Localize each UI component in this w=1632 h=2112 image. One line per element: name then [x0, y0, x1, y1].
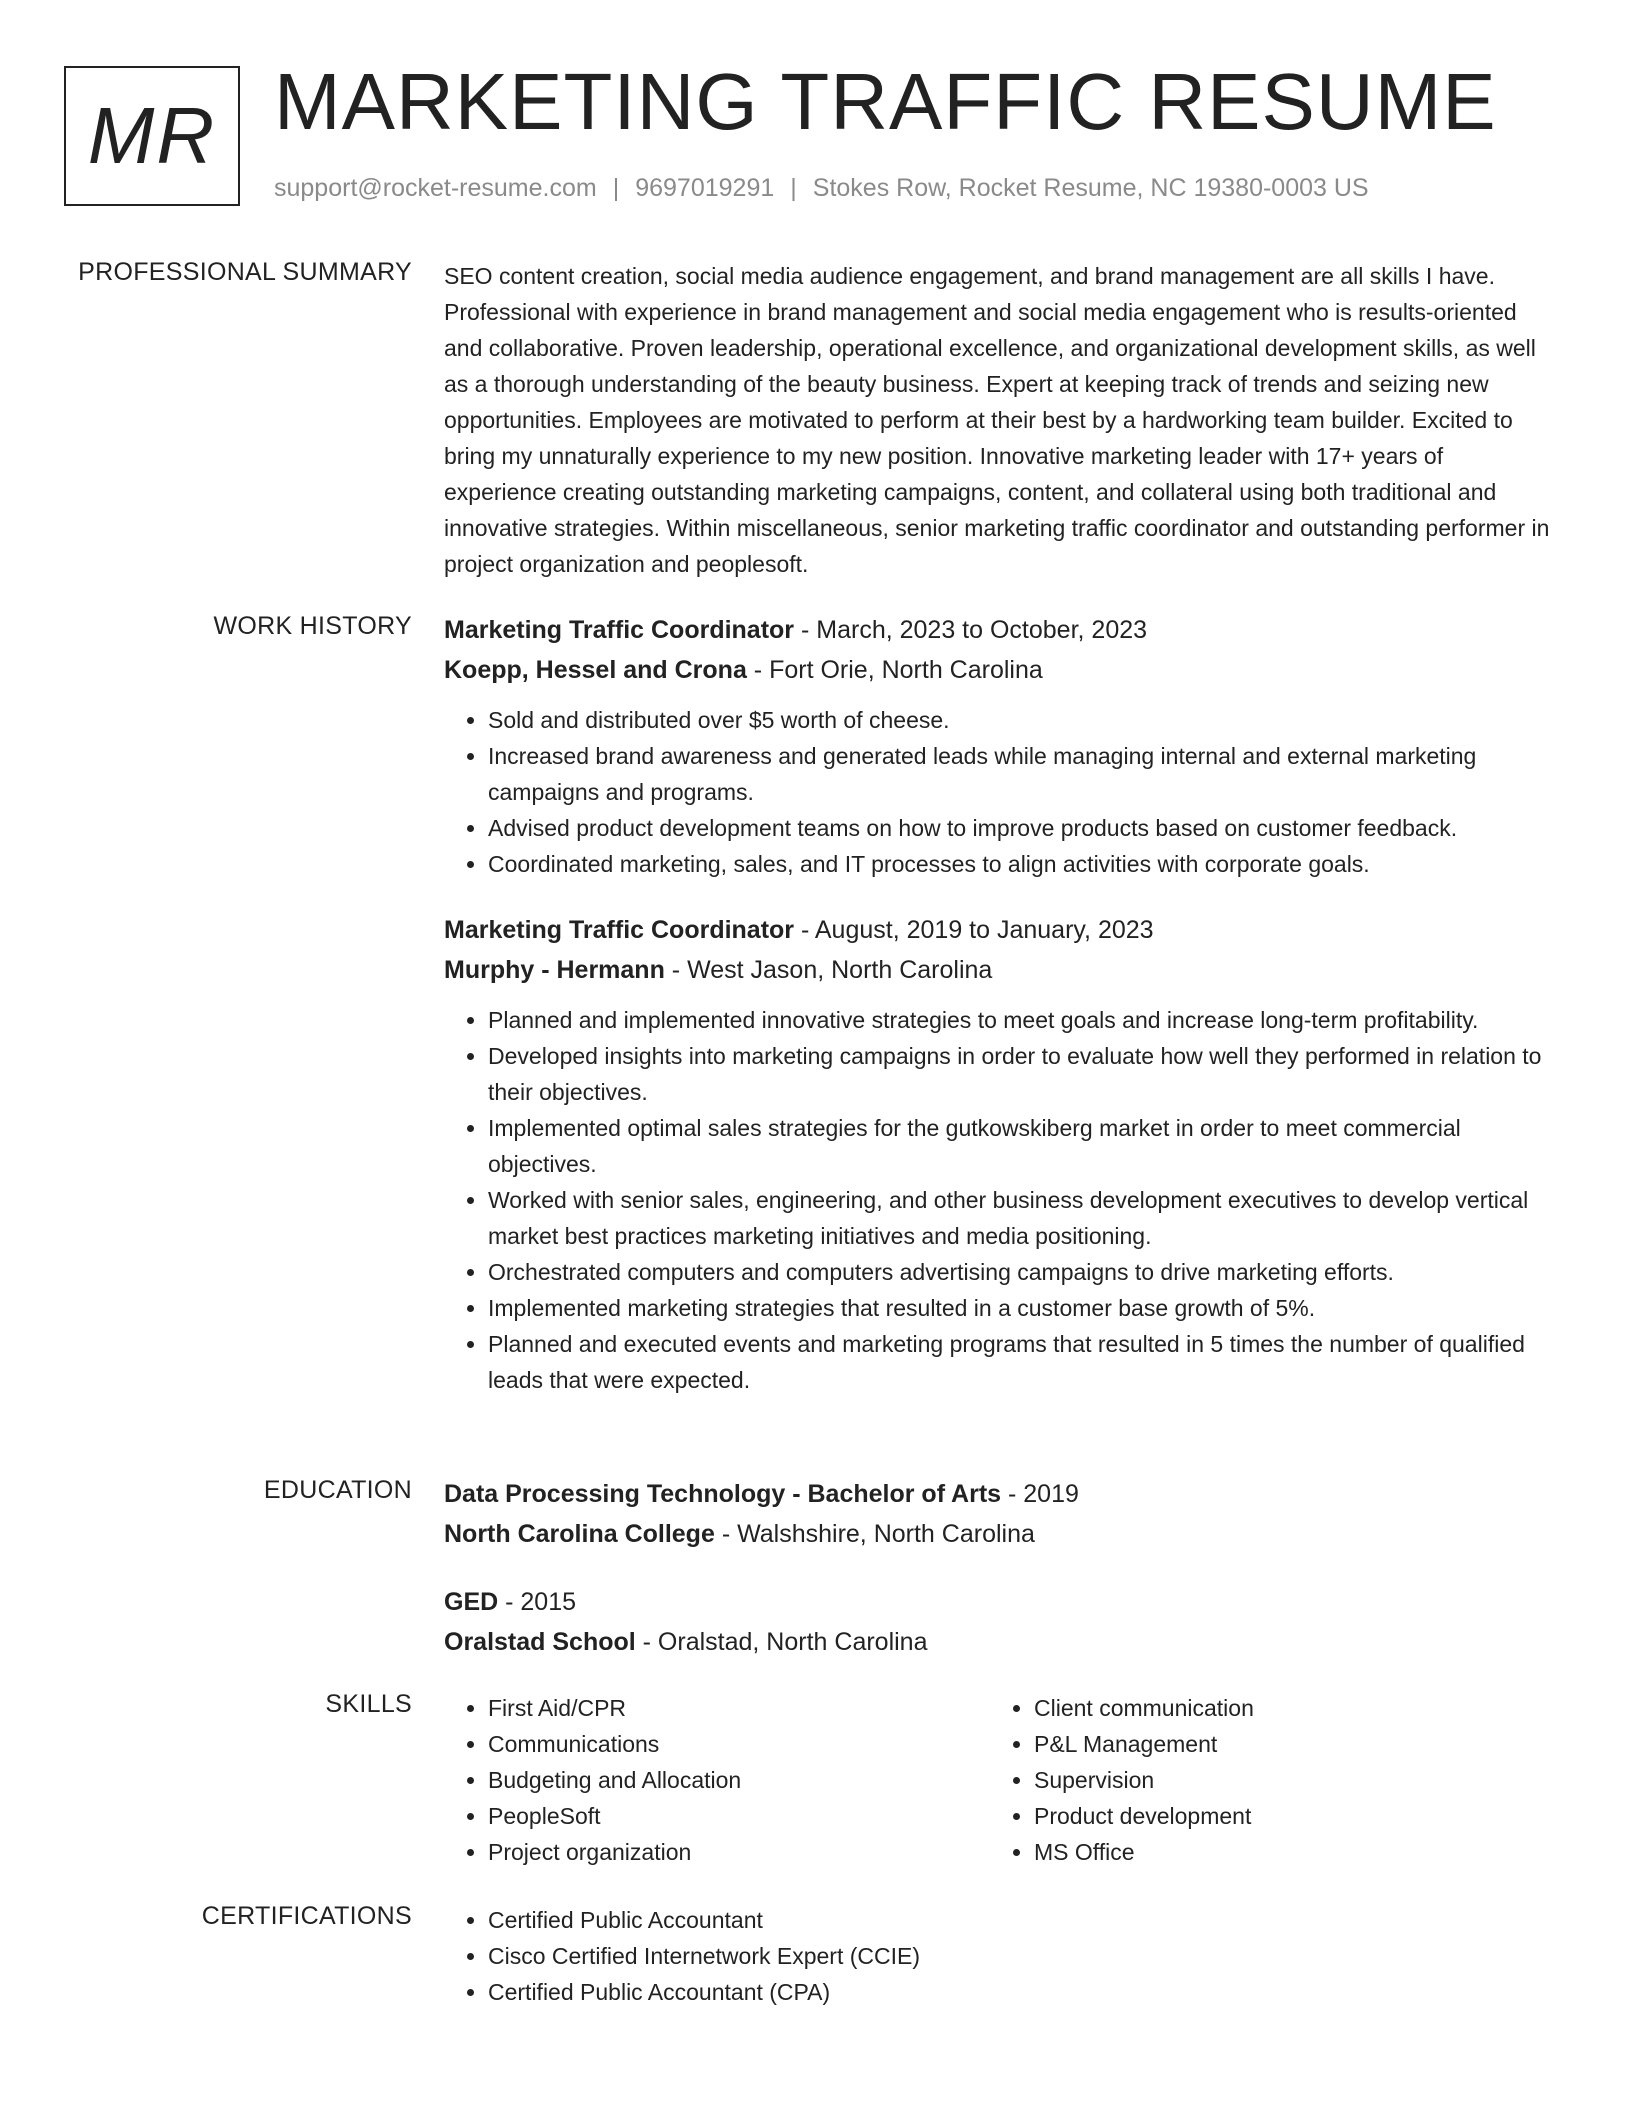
job-dates: - August, 2019 to January, 2023	[794, 916, 1154, 944]
list-item: • Planned and executed events and marketing programs that resulted in 5 times the number of qualified leads that were expected.	[488, 1326, 1560, 1398]
education-degree-line	[444, 1582, 1560, 1622]
list-item: • Budgeting and Allocation	[488, 1762, 990, 1798]
contact-separator: |	[612, 174, 620, 202]
list-item: • Planned and implemented innovative strategies to meet goals and increase long-term profitability.	[488, 1002, 1560, 1038]
contact-line	[274, 174, 1369, 203]
list-item: • Certified Public Accountant (CPA)	[488, 1974, 1560, 2010]
education-degree: GED	[444, 1588, 499, 1616]
list-item: • PeopleSoft	[488, 1798, 990, 1834]
section-label-work-history: WORK HISTORY	[213, 612, 412, 640]
education-location: - Oralstad, North Carolina	[635, 1628, 928, 1656]
job-entry	[444, 910, 1560, 1398]
list-item: • Developed insights into marketing campaigns in order to evaluate how well they performed in relation to their objectives.	[488, 1038, 1560, 1110]
education-school-line	[444, 1622, 1560, 1662]
list-item: • Cisco Certified Internetwork Expert (CCIE)	[488, 1938, 1560, 1974]
list-item: • MS Office	[1034, 1834, 1536, 1870]
education-year: - 2019	[1001, 1480, 1079, 1508]
list-item: • Client communication	[1034, 1690, 1536, 1726]
job-dates: - March, 2023 to October, 2023	[794, 616, 1148, 644]
education-year: - 2015	[498, 1588, 577, 1616]
education-degree-line	[444, 1474, 1560, 1514]
list-item: • Communications	[488, 1726, 990, 1762]
job-bullets	[444, 1002, 1560, 1398]
skills-columns	[444, 1690, 1560, 1870]
job-company: Koepp, Hessel and Crona	[444, 656, 747, 684]
job-company: Murphy - Hermann	[444, 956, 665, 984]
section-label-education: EDUCATION	[263, 1476, 412, 1504]
job-location: - Fort Orie, North Carolina	[746, 656, 1043, 684]
list-item: • Product development	[1034, 1798, 1536, 1834]
skills-list-right	[990, 1690, 1536, 1870]
education-location: - Walshshire, North Carolina	[714, 1520, 1035, 1548]
education-school: Oralstad School	[444, 1628, 636, 1656]
education-entry	[444, 1582, 1560, 1662]
list-item: • Increased brand awareness and generated leads while managing internal and external marketing campaigns and programs.	[488, 738, 1560, 810]
list-item: • Advised product development teams on how to improve products based on customer feedback.	[488, 810, 1560, 846]
job-company-line	[444, 650, 1560, 690]
summary-text: SEO content creation, social media audience engagement, and brand management are all skills I have. Professional with experience in brand management and social media engagement who is results-oriented and collaborative. Proven leadership, operational excellence, and organizational development skills, as well as a thorough understanding of the beauty business. Expert at keeping track of trends and seizing new opportunities. Employees are motivated to perform at their best by a hardworking team builder. Excited to bring my unnaturally experience to my new position. Innovative marketing leader with 17+ years of experience creating outstanding marketing campaigns, content, and collateral using both traditional and innovative strategies. Within miscellaneous, senior marketing traffic coordinator and outstanding performer in project organization and peoplesoft.	[444, 263, 1550, 577]
job-bullets	[444, 702, 1560, 882]
job-location: - West Jason, North Carolina	[664, 956, 993, 984]
list-item: • Implemented marketing strategies that resulted in a customer base growth of 5%.	[488, 1290, 1560, 1326]
list-item: • Worked with senior sales, engineering, and other business development executives to develop vertical market best practices marketing initiatives and media positioning.	[488, 1182, 1560, 1254]
section-label-summary: PROFESSIONAL SUMMARY	[78, 258, 412, 286]
contact-email[interactable]: support@rocket-resume.com	[274, 174, 597, 202]
section-label-skills: SKILLS	[325, 1690, 412, 1718]
monogram-logo: MR	[64, 66, 240, 206]
job-company-line	[444, 950, 1560, 990]
list-item: • Certified Public Accountant	[488, 1902, 1560, 1938]
list-item: • First Aid/CPR	[488, 1690, 990, 1726]
list-item: • Orchestrated computers and computers advertising campaigns to drive marketing efforts.	[488, 1254, 1560, 1290]
list-item: • Supervision	[1034, 1762, 1536, 1798]
list-item: • P&L Management	[1034, 1726, 1536, 1762]
resume-title: MARKETING TRAFFIC RESUME	[274, 57, 1497, 146]
section-label-certifications: CERTIFICATIONS	[201, 1902, 412, 1930]
skills-list-left	[444, 1690, 990, 1870]
job-title-line	[444, 610, 1560, 650]
list-item: • Coordinated marketing, sales, and IT processes to align activities with corporate goals.	[488, 846, 1560, 882]
job-title: Marketing Traffic Coordinator	[444, 916, 795, 944]
contact-phone[interactable]: 9697019291	[635, 174, 775, 202]
job-title-line	[444, 910, 1560, 950]
list-item: • Project organization	[488, 1834, 990, 1870]
list-item: • Implemented optimal sales strategies for the gutkowskiberg market in order to meet commercial objectives.	[488, 1110, 1560, 1182]
education-degree: Data Processing Technology - Bachelor of Arts	[444, 1480, 1002, 1508]
list-item: • Sold and distributed over $5 worth of cheese.	[488, 702, 1560, 738]
job-title: Marketing Traffic Coordinator	[444, 616, 795, 644]
certifications-list	[444, 1902, 1560, 2010]
education-school: North Carolina College	[444, 1520, 715, 1548]
job-entry	[444, 610, 1560, 882]
contact-address: Stokes Row, Rocket Resume, NC 19380-0003 US	[812, 174, 1369, 202]
education-entry	[444, 1474, 1560, 1554]
contact-separator: |	[790, 174, 797, 202]
education-school-line	[444, 1514, 1560, 1554]
